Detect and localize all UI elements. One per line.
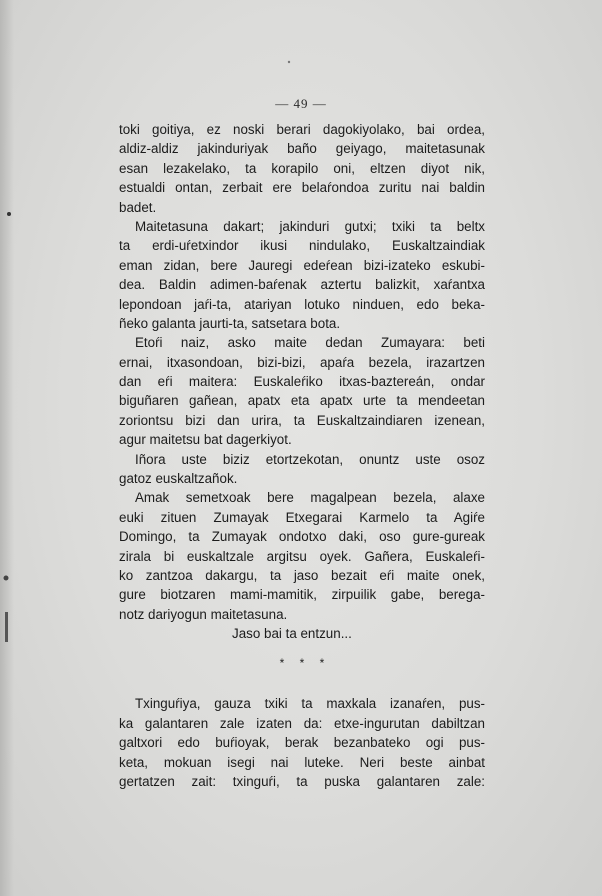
text-line: ka galantaren zale izaten da: etxe-ingurutan dabiltzan — [119, 715, 485, 731]
text-line: aldiz-aldiz jakinduriyak baño geiyago, maitetasunak — [119, 141, 485, 157]
text-line: lepondoan jaŕi-ta, atariyan lotuko ninduen, edo beka- — [119, 296, 485, 312]
text-line: agur maitetsu bat dagerkiyot. — [119, 432, 292, 448]
text-line: Txinguŕiya, gauza txiki ta maxkala izanaŕen, pus- — [135, 696, 485, 712]
text-line: eman zidan, bere Jauregi edeŕean bizi-izateko eskubi- — [119, 257, 485, 273]
text-line: ta erdi-uŕetxindor ikusi nindulako, Euskaltzaindiak — [119, 238, 485, 254]
text-line: notz dariyogun maitetasuna. — [119, 606, 288, 622]
text-line: Maitetasuna dakart; jakinduri gutxi; txiki ta beltx — [135, 218, 485, 234]
text-line: badet. — [119, 199, 157, 215]
text-line: ñeko galanta jaurti-ta, satsetara bota. — [119, 315, 341, 331]
text-line: Iñora uste biziz etortzekotan, onuntz uste osoz — [135, 451, 485, 467]
text-line: gure biotzaren mami-mamitik, zirpuilik gabe, berega- — [119, 587, 485, 603]
section-separator: * * * — [279, 655, 331, 670]
text-line: ko zantzoa dakargu, ta jaso bezait eŕi maite onek, — [119, 567, 485, 583]
text-line: Etoŕi naiz, asko maite dedan Zumayara: beti — [135, 335, 485, 351]
scan-streak — [5, 612, 8, 642]
scan-speck — [4, 576, 9, 581]
closing-line: Jaso bai ta entzun... — [232, 626, 352, 642]
text-line: gertatzen zait: txinguŕi, ta puska galantaren zale: — [119, 773, 485, 789]
text-line: biguñaren gañean, apatx eta apatx urte ta mendeetan — [119, 393, 485, 409]
text-line: esan lezakelako, ta korapilo oni, eltzen diyot nik, — [119, 160, 485, 176]
text-line: estualdi ontan, zerbait ere belaŕondoa zuritu nai baldin — [119, 180, 485, 196]
text-line: dea. Baldin adimen-baŕenak aztertu balizkit, xaŕantxa — [119, 277, 485, 293]
text-line: galtxori edo buŕioyak, berak bezanbateko ogi pus- — [119, 735, 485, 751]
scan-speck — [7, 212, 11, 216]
text-line: Domingo, ta Zumayak ondotxo daki, oso gure-gureak — [119, 529, 485, 545]
text-line: Amak semetxoak bere magalpean bezela, alaxe — [135, 490, 485, 506]
text-line: zirala bi euskaltzale argitsu oyek. Gañera, Euskaleŕi- — [119, 548, 485, 564]
page-number: — 49 — — [275, 96, 327, 111]
text-line: euki zituen Zumayak Etxegarai Karmelo ta Agiŕe — [119, 509, 485, 525]
text-line: toki goitiya, ez noski berari dagokiyolako, bai ordea, — [119, 122, 485, 137]
text-line: ernai, itxasondoan, bizi-bizi, apaŕa bezela, irazartzen — [119, 354, 485, 370]
text-line: zoriontsu bizi dan urira, ta Euskaltzaindiaren izenean, — [119, 412, 485, 428]
scan-speck — [288, 61, 290, 63]
text-line: gatoz euskaltzañok. — [119, 471, 238, 487]
text-line: dan eŕi maitera: Euskaleŕiko itxas-baztereán, ondar — [119, 374, 485, 390]
text-line: keta, mokuan isegi nai luteke. Neri beste ainbat — [119, 754, 485, 770]
